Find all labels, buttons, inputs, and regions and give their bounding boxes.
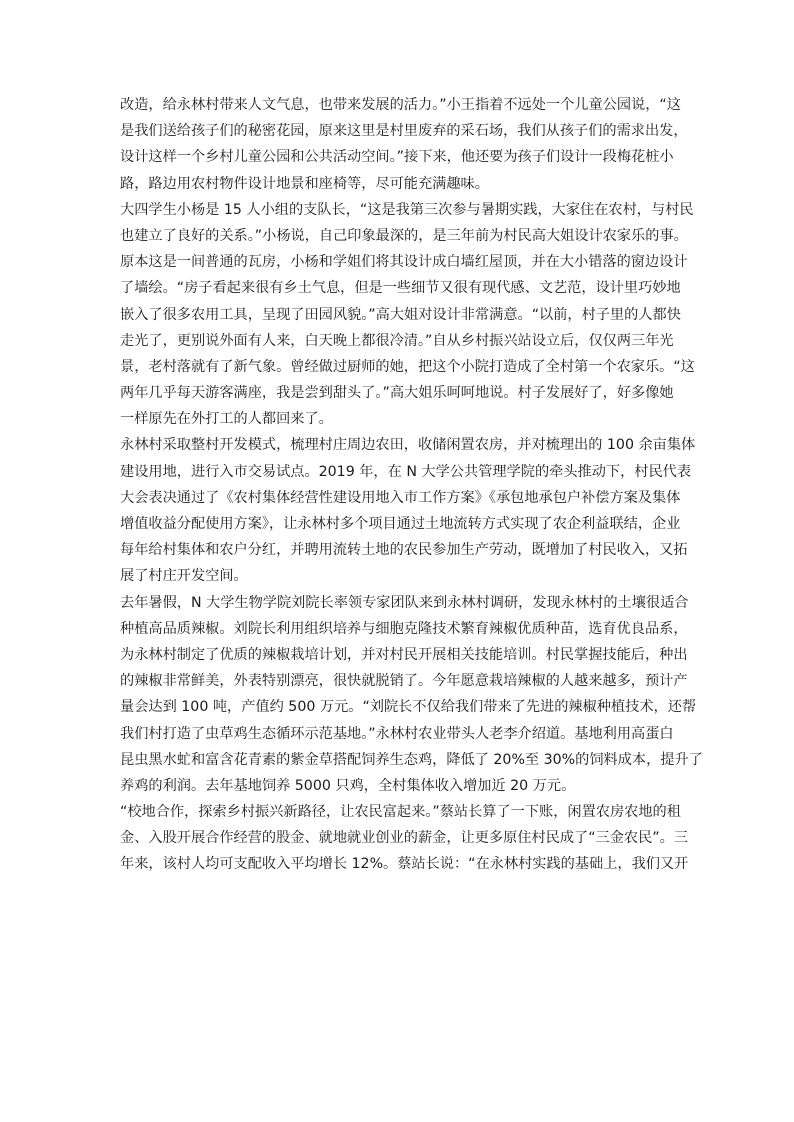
text-line: 是我们送给孩子们的秘密花园，原来这里是村里废弃的采石场，我们从孩子们的需求出发， (120, 123, 688, 140)
text-line: 为永林村制定了优质的辣椒栽培计划，并对村民开展相关技能培训。村民掌握技能后，种出 (120, 646, 688, 663)
paragraph (120, 432, 696, 589)
paragraph (120, 799, 692, 878)
text-line: 也建立了良好的关系。”小杨说，自己印象最深的，是三年前为村民高大姐设计农家乐的事。 (120, 227, 688, 244)
text-line: 养鸡的利润。去年基地饲养 5000 只鸡，全村集体收入增加近 20 万元。 (120, 777, 576, 794)
text-line: 了墙绘。“房子看起来很有乡土气息，但是一些细节又很有现代感、文艺范，设计里巧妙地 (120, 280, 681, 297)
text-line: 金、入股开展合作经营的股金、就地就业创业的薪金，让更多原住村民成了“三金农民”。三 (120, 830, 689, 847)
text-line: “校地合作，探索乡村振兴新路径，让农民富起来。”蔡站长算了一下账，闲置农房农地的租 (120, 804, 681, 821)
text-line: 走光了，更别说外面有人来，白天晚上都很冷清。”自从乡村振兴站设立后，仅仅两三年光 (120, 332, 674, 349)
text-line: 的辣椒非常鲜美，外表特别漂亮，很快就脱销了。今年愿意栽培辣椒的人越来越多，预计产 (120, 673, 688, 690)
text-line: 两年几乎每天游客满座，我是尝到甜头了。”高大姐乐呵呵地说。村子发展好了，好多像她 (120, 385, 674, 402)
text-line: 一样原先在外打工的人都回来了。 (120, 411, 333, 428)
text-line: 永林村采取整村开发模式，梳理村庄周边农田，收储闲置农房，并对梳理出的 100 余亩集体 (120, 437, 696, 454)
text-line: 年来，该村人均可支配收入平均增长 12%。蔡站长说：“在永林村实践的基础上，我们又开 (120, 856, 689, 873)
text-line: 建设用地，进行入市交易试点。2019 年，在 N 大学公共管理学院的牵头推动下，村民代表 (120, 463, 692, 480)
text-line: 昆虫黑水虻和富含花青素的紫金草搭配饲养生态鸡，降低了 20%至 30%的饲料成本，提升了 (120, 751, 703, 768)
paragraph (120, 590, 703, 800)
text-line: 种植高品质辣椒。刘院长利用组织培养与细胞克隆技术繁育辣椒优质种苗，选育优良品系， (120, 620, 688, 637)
text-line: 量会达到 100 吨，产值约 500 万元。“刘院长不仅给我们带来了先进的辣椒种植技术，还帮 (120, 699, 697, 716)
paragraph (120, 92, 692, 197)
text-line: 设计这样一个乡村儿童公园和公共活动空间。”接下来，他还要为孩子们设计一段梅花桩小 (120, 149, 674, 166)
text-line: 大四学生小杨是 15 人小组的支队长，“这是我第三次参与暑期实践，大家住在农村，与村民 (120, 201, 694, 218)
text-line: 路，路边用农村物件设计地景和座椅等，尽可能充满趣味。 (120, 175, 489, 192)
text-line: 展了村庄开发空间。 (120, 568, 248, 585)
text-line: 嵌入了很多农用工具，呈现了田园风貌。”高大姐对设计非常满意。“以前，村子里的人都快 (120, 306, 681, 323)
text-line: 原本这是一间普通的瓦房，小杨和学姐们将其设计成白墙红屋顶，并在大小错落的窗边设计 (120, 254, 688, 271)
text-line: 景，老村落就有了新气象。曾经做过厨师的她，把这个小院打造成了全村第一个农家乐。“这 (120, 358, 695, 375)
paragraph (120, 197, 695, 433)
text-line: 改造，给永林村带来人文气息，也带来发展的活力。”小王指着不远处一个儿童公园说，“这 (120, 97, 681, 113)
text-line: 去年暑假，N 大学生物学院刘院长率领专家团队来到永林村调研，发现永林村的土壤很适合 (120, 594, 689, 611)
text-line: 每年给村集体和农户分红，并聘用流转土地的农民参加生产劳动，既增加了村民收入，又拓 (120, 542, 688, 559)
text-line: 大会表决通过了《农村集体经营性建设用地入市工作方案》《承包地承包户补偿方案及集体 (120, 489, 681, 506)
article-body (120, 92, 703, 878)
text-line: 增值收益分配使用方案》，让永林村多个项目通过土地流转方式实现了农企利益联结，企业 (120, 516, 681, 532)
text-line: 我们村打造了虫草鸡生态循环示范基地。”永林村农业带头人老李介绍道。基地利用高蛋白 (120, 725, 674, 742)
